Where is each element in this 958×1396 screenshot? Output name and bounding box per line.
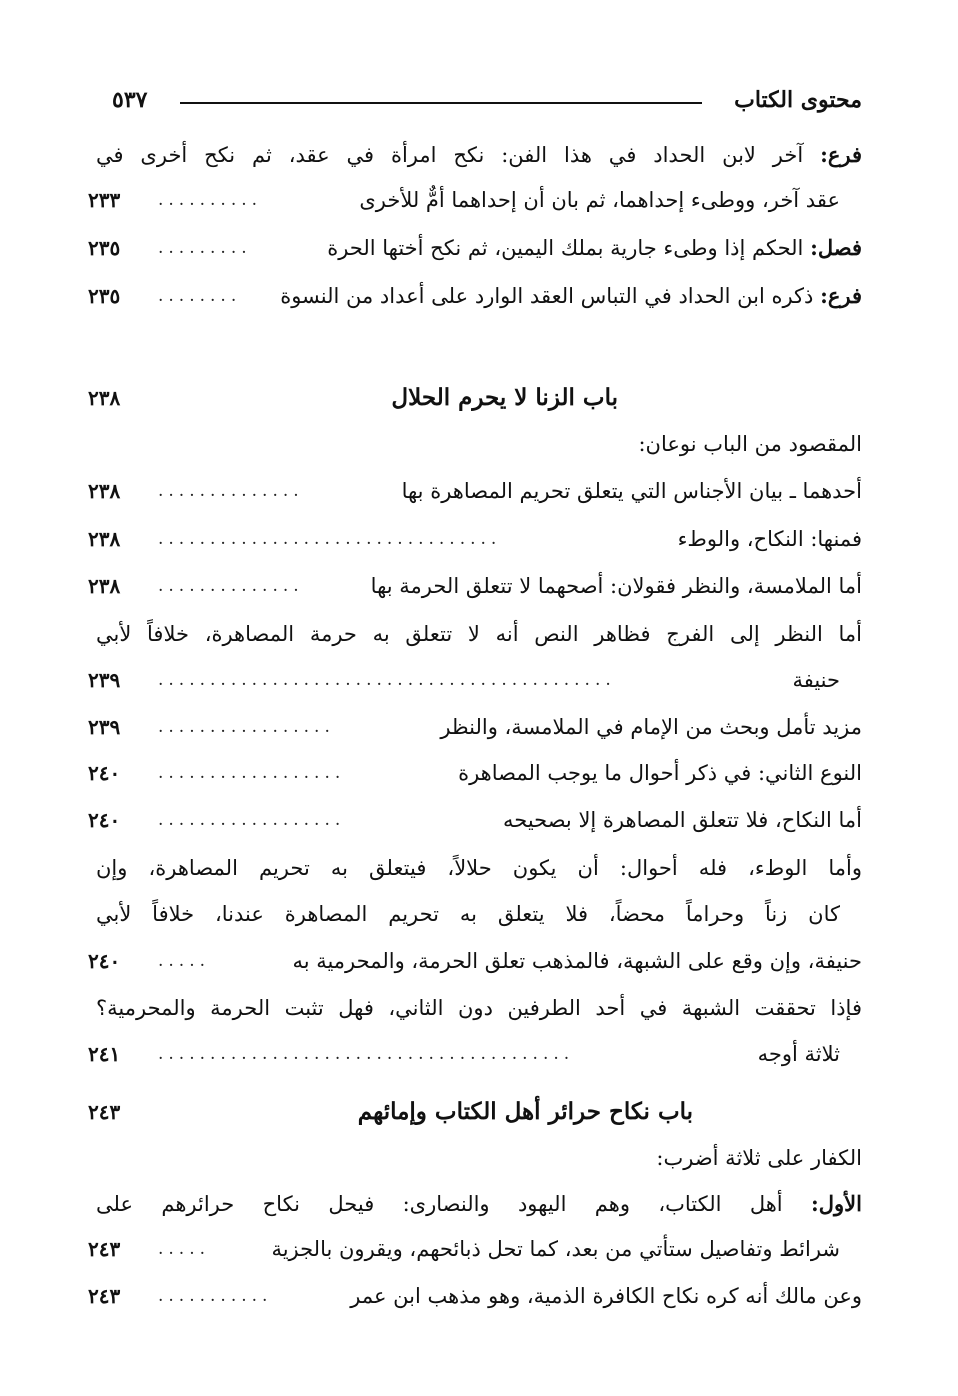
entry-text bbox=[96, 135, 862, 175]
entry-page: ٢٣٣ bbox=[88, 188, 121, 212]
entry-text: وعن مالك أنه كره نكاح الكافرة الذمية، وهو مذهب ابن عمر bbox=[350, 1284, 862, 1308]
entry-page: ٢٤٣ bbox=[88, 1284, 121, 1308]
entry-page: ٢٣٨ bbox=[88, 574, 121, 598]
toc-entry bbox=[0, 707, 958, 757]
entry-body: أهل الكتاب، وهم اليهود والنصارى: فيحل نكاح حرائرهم على bbox=[96, 1192, 783, 1216]
entry-text bbox=[327, 228, 862, 268]
toc-entry bbox=[0, 614, 958, 664]
dot-leader: ............................................ bbox=[158, 670, 616, 690]
dot-leader: ........ bbox=[158, 286, 242, 306]
toc-entry bbox=[0, 1138, 958, 1188]
entry-page: ٢٣٥ bbox=[88, 236, 121, 260]
chapter-heading bbox=[0, 1092, 958, 1142]
toc-entry bbox=[0, 135, 958, 185]
entry-page: ٢٤٠ bbox=[88, 949, 121, 973]
toc-entry bbox=[0, 180, 958, 230]
running-header bbox=[0, 80, 958, 130]
toc-entry bbox=[0, 1276, 958, 1326]
toc-entry bbox=[0, 566, 958, 616]
header-rule bbox=[180, 102, 702, 104]
toc-entry bbox=[0, 894, 958, 944]
entry-text: أما النكاح، فلا تتعلق المصاهرة إلا بصحيحه bbox=[503, 808, 862, 832]
entry-lead: الأول: bbox=[811, 1191, 862, 1216]
toc-entry bbox=[0, 471, 958, 521]
chapter-page: ٢٣٨ bbox=[88, 386, 121, 410]
entry-text: عقد آخر، ووطىء إحداهما، ثم بان أن إحداهما أمٌّ للأخرى bbox=[359, 188, 840, 212]
entry-text: أما الملامسة، والنظر فقولان: أصحهما لا تتعلق الحرمة بها bbox=[370, 574, 862, 598]
entry-page: ٢٣٩ bbox=[88, 715, 121, 739]
toc-entry bbox=[0, 988, 958, 1038]
toc-entry bbox=[0, 1229, 958, 1279]
entry-text: شرائط وتفاصيل ستأتي من بعد، كما تحل ذبائحهم، ويقرون بالجزية bbox=[271, 1237, 840, 1261]
toc-entry bbox=[0, 1034, 958, 1084]
dot-leader: ..... bbox=[158, 951, 211, 971]
entry-text bbox=[96, 1184, 862, 1224]
entry-page: ٢٣٥ bbox=[88, 284, 121, 308]
chapter-heading bbox=[0, 378, 958, 428]
header-page-number: ٥٣٧ bbox=[112, 87, 148, 113]
dot-leader: ........... bbox=[158, 1286, 273, 1306]
chapter-page: ٢٤٣ bbox=[88, 1100, 121, 1124]
entry-page: ٢٤٠ bbox=[88, 761, 121, 785]
dot-leader: .............. bbox=[158, 576, 304, 596]
entry-text: مزيد تأمل وبحث من الإمام في الملامسة، والنظر bbox=[440, 715, 862, 739]
toc-entry bbox=[0, 276, 958, 326]
entry-text: حنيفة، وإن وقع على الشبهة، فالمذهب تعلق الحرمة، والمحرمية به bbox=[292, 949, 862, 973]
entry-text: أما النظر إلى الفرج فظاهر النص أنه لا تتعلق به حرمة المصاهرة، خلافاً لأبي bbox=[96, 622, 862, 646]
entry-text: حنيفة bbox=[792, 668, 840, 692]
toc-entry bbox=[0, 519, 958, 569]
entry-text: الكفار على ثلاثة أضرب: bbox=[656, 1146, 862, 1170]
toc-entry bbox=[0, 800, 958, 850]
entry-text: فإذا تحققت الشبهة في أحد الطرفين دون الثاني، فهل تثبت الحرمة والمحرمية؟ bbox=[96, 996, 862, 1020]
entry-text: ثلاثة أوجه bbox=[757, 1042, 840, 1066]
dot-leader: .............. bbox=[158, 481, 304, 501]
header-title: محتوى الكتاب bbox=[734, 87, 862, 113]
entry-page: ٢٣٩ bbox=[88, 668, 121, 692]
entry-text: وأما الوطء، فله أحوال: أن يكون حلالاً، فيتعلق به تحريم المصاهرة، وإن bbox=[96, 856, 862, 880]
dot-leader: ..... bbox=[158, 1239, 211, 1259]
entry-page: ٢٤٠ bbox=[88, 808, 121, 832]
chapter-title: باب الزنا لا يحرم الحلال bbox=[391, 384, 618, 411]
dot-leader: ........................................ bbox=[158, 1044, 575, 1064]
entry-lead: فرع: bbox=[820, 142, 863, 167]
entry-page: ٢٤٣ bbox=[88, 1237, 121, 1261]
dot-leader: ................................. bbox=[158, 529, 502, 549]
dot-leader: .................. bbox=[158, 763, 346, 783]
entry-text bbox=[280, 276, 862, 316]
entry-page: ٢٣٨ bbox=[88, 479, 121, 503]
entry-text: النوع الثاني: في ذكر أحوال ما يوجب المصاهرة bbox=[458, 761, 862, 785]
entry-lead: فصل: bbox=[810, 235, 862, 260]
toc-entry bbox=[0, 848, 958, 898]
toc-entry bbox=[0, 753, 958, 803]
dot-leader: .................. bbox=[158, 810, 346, 830]
entry-body: ذكره ابن الحداد في التباس العقد الوارد على أعداد من النسوة bbox=[280, 284, 814, 308]
chapter-title: باب نكاح حرائر أهل الكتاب وإمائهم bbox=[357, 1098, 693, 1125]
toc-entry bbox=[0, 1184, 958, 1234]
entry-page: ٢٣٨ bbox=[88, 527, 121, 551]
dot-leader: ................. bbox=[158, 717, 335, 737]
entry-text: كان زناً وحراماً محضاً، فلا يتعلق به تحريم المصاهرة عندنا، خلافاً لأبي bbox=[96, 902, 840, 926]
toc-entry bbox=[0, 660, 958, 710]
toc-entry bbox=[0, 228, 958, 278]
toc-entry bbox=[0, 941, 958, 991]
dot-leader: .......... bbox=[158, 190, 263, 210]
entry-body: آخر لابن الحداد في هذا الفن: نكح امرأة في عقد، ثم نكح أخرى في bbox=[96, 143, 804, 167]
entry-text: أحدهما ـ بيان الأجناس التي يتعلق تحريم المصاهرة بها bbox=[401, 479, 862, 503]
toc-entry bbox=[0, 424, 958, 474]
entry-text: فمنها: النكاح، والوطء bbox=[677, 527, 862, 551]
entry-text: المقصود من الباب نوعان: bbox=[638, 432, 862, 456]
entry-lead: فرع: bbox=[820, 283, 862, 308]
dot-leader: ......... bbox=[158, 238, 252, 258]
entry-page: ٢٤١ bbox=[88, 1042, 121, 1066]
entry-body: الحكم إذا وطىء جارية بملك اليمين، ثم نكح أختها الحرة bbox=[327, 236, 804, 260]
